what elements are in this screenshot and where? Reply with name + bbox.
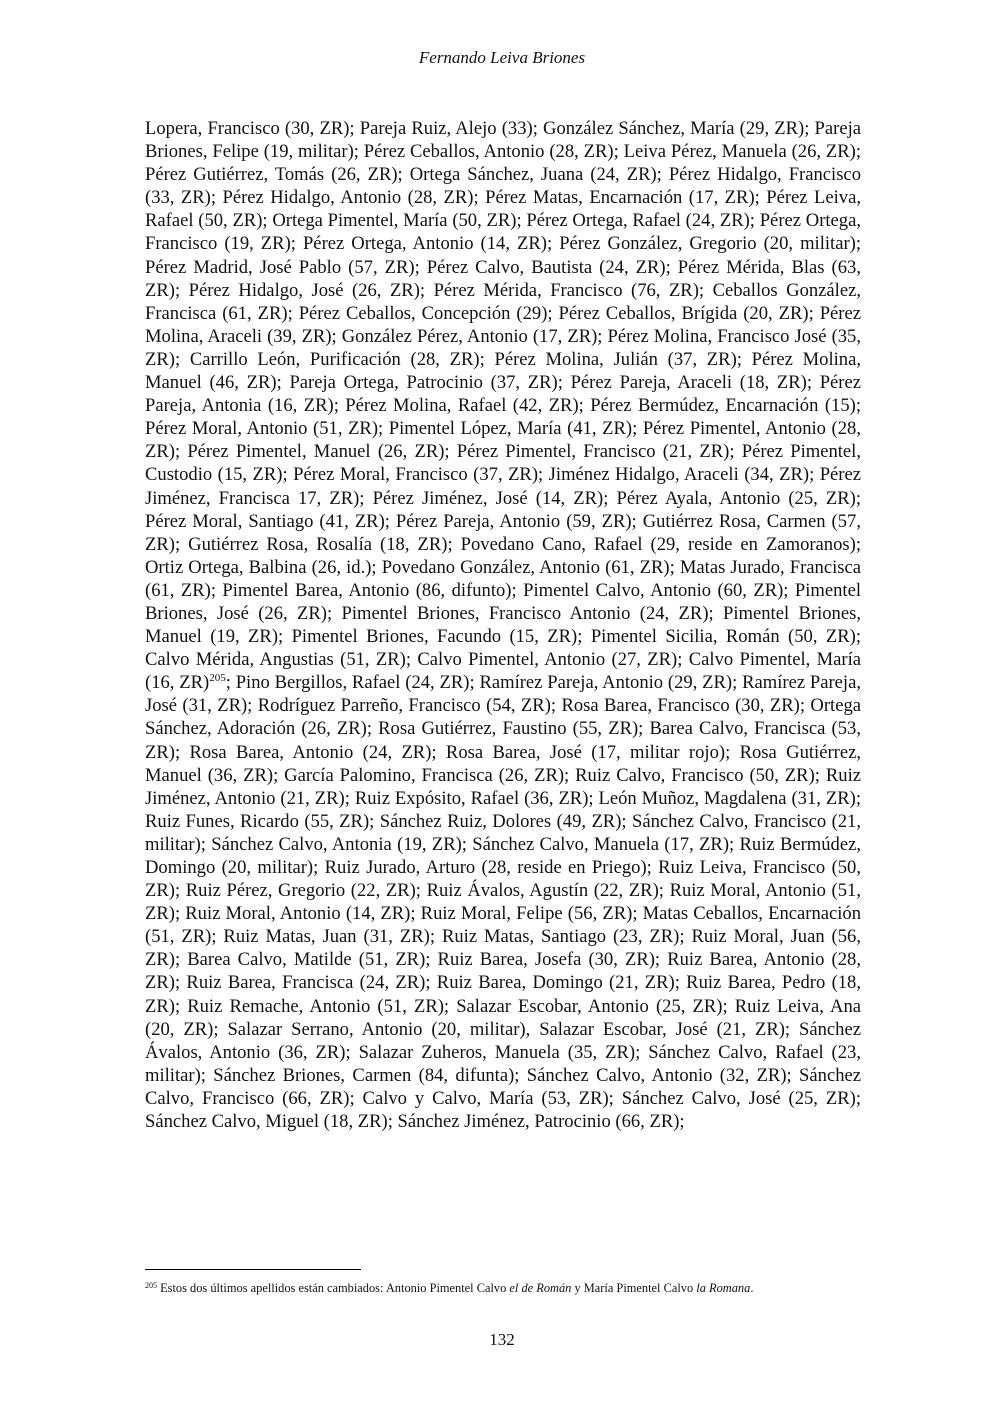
running-header: Fernando Leiva Briones	[418, 48, 586, 67]
body-text-before-note: Lopera, Francisco (30, ZR); Pareja Ruiz, Alejo (33); González Sánchez, María (29, ZR); Pareja Briones, Felipe (19, militar); Pérez Ceballos, Antonio (28, ZR); Leiva Pérez, Manuela (26, ZR); Pérez Gutiérrez, Tomás (26, ZR); Ortega Sánchez, Juana (24, ZR); Pérez Hidalgo, Francisco (33, ZR); Pérez Hidalgo, Antonio (28, ZR); Pérez Matas, Encarnación (17, ZR); Pérez Leiva, Rafael (50, ZR); Ortega Pimentel, María (50, ZR); Pérez Ortega, Rafael (24, ZR); Pérez Ortega, Francisco (19, ZR); Pérez Ortega, Antonio (14, ZR); Pérez González, Gregorio (20, militar); Pérez Madrid, José Pablo (57, ZR); Pérez Calvo, Bautista (24, ZR); Pérez Mérida, Blas (63, ZR); Pérez Hidalgo, José (26, ZR); Pérez Mérida, Francisco (76, ZR); Ceballos González, Francisca (61, ZR); Pérez Ceballos, Concepción (29); Pérez Ceballos, Brígida (20, ZR); Pérez Molina, Araceli (39, ZR); González Pérez, Antonio (17, ZR); Pérez Molina, Francisco José (35, ZR); Carrillo León, Purificación (28, ZR); Pérez Molina, Julián (37, ZR); Pérez Molina, Manuel (46, ZR); Pareja Ortega, Patrocinio (37, ZR); Pérez Pareja, Araceli (18, ZR); Pérez Pareja, Antonia (16, ZR); Pérez Molina, Rafael (42, ZR); Pérez Bermúdez, Encarnación (15); Pérez Moral, Antonio (51, ZR); Pimentel López, María (41, ZR); Pérez Pimentel, Antonio (28, ZR); Pérez Pimentel, Manuel (26, ZR); Pérez Pimentel, Francisco (21, ZR); Pérez Pimentel, Custodio (15, ZR); Pérez Moral, Francisco (37, ZR); Jiménez Hidalgo, Araceli (34, ZR); Pérez Jiménez, Francisca 17, ZR); Pérez Jiménez, José (14, ZR); Pérez Ayala, Antonio (25, ZR); Pérez Moral, Santiago (41, ZR); Pérez Pareja, Antonio (59, ZR); Gutiérrez Rosa, Carmen (57, ZR); Gutiérrez Rosa, Rosalía (18, ZR); Povedano Cano, Rafael (29, reside en Zamoranos); Ortiz Ortega, Balbina (26, id.); Povedano González, Antonio (61, ZR); Matas Jurado, Francisca (61, ZR); Pimentel Barea, Antonio (86, difunto); Pimentel Calvo, Antonio (60, ZR); Pimentel Briones, José (26, ZR); Pimentel Briones, Francisco Antonio (24, ZR); Pimentel Briones, Manuel (19, ZR); Pimentel Briones, Facundo (15, ZR); Pimentel Sicilia, Román (50, ZR); Calvo Mérida, Angustias (51, ZR); Calvo Pimentel, Antonio (27, ZR); Calvo Pimentel, María (16, ZR)	[145, 118, 861, 694]
footnote-reference[interactable]: 205	[209, 672, 226, 685]
footnote-italic-nickname-1: el de Román	[509, 1281, 572, 1295]
footnote	[145, 1280, 861, 1296]
footnote-rule	[145, 1269, 361, 1270]
body-text-after-note: ; Pino Bergillos, Rafael (24, ZR); Ramírez Pareja, Antonio (29, ZR); Ramírez Pareja, José (31, ZR); Rodríguez Parreño, Francisco (54, ZR); Rosa Barea, Francisco (30, ZR); Ortega Sánchez, Adoración (26, ZR); Rosa Gutiérrez, Faustino (55, ZR); Barea Calvo, Francisca (53, ZR); Rosa Barea, Antonio (24, ZR); Rosa Barea, José (17, militar rojo); Rosa Gutiérrez, Manuel (36, ZR); García Palomino, Francisca (26, ZR); Ruiz Calvo, Francisco (50, ZR); Ruiz Jiménez, Antonio (21, ZR); Ruiz Expósito, Rafael (36, ZR); León Muñoz, Magdalena (31, ZR); Ruiz Funes, Ricardo (55, ZR); Sánchez Ruiz, Dolores (49, ZR); Sánchez Calvo, Francisco (21, militar); Sánchez Calvo, Antonia (19, ZR); Sánchez Calvo, Manuela (17, ZR); Ruiz Bermúdez, Domingo (20, militar); Ruiz Jurado, Arturo (28, reside en Priego); Ruiz Leiva, Francisco (50, ZR); Ruiz Pérez, Gregorio (22, ZR); Ruiz Ávalos, Agustín (22, ZR); Ruiz Moral, Antonio (51, ZR); Ruiz Moral, Antonio (14, ZR); Ruiz Moral, Felipe (56, ZR); Matas Ceballos, Encarnación (51, ZR); Ruiz Matas, Juan (31, ZR); Ruiz Matas, Santiago (23, ZR); Ruiz Moral, Juan (56, ZR); Barea Calvo, Matilde (51, ZR); Ruiz Barea, Josefa (30, ZR); Ruiz Barea, Antonio (28, ZR); Ruiz Barea, Francisca (24, ZR); Ruiz Barea, Domingo (21, ZR); Ruiz Barea, Pedro (18, ZR); Ruiz Remache, Antonio (51, ZR); Salazar Escobar, Antonio (25, ZR); Ruiz Leiva, Ana (20, ZR); Salazar Serrano, Antonio (20, militar), Salazar Escobar, José (21, ZR); Sánchez Ávalos, Antonio (36, ZR); Salazar Zuheros, Manuela (35, ZR); Sánchez Calvo, Rafael (23, militar); Sánchez Briones, Carmen (84, difunta); Sánchez Calvo, Antonio (32, ZR); Sánchez Calvo, Francisco (66, ZR); Calvo y Calvo, María (53, ZR); Sánchez Calvo, José (25, ZR); Sánchez Calvo, Miguel (18, ZR); Sánchez Jiménez, Patrocinio (66, ZR);	[145, 672, 862, 1133]
footnote-text-end: .	[750, 1281, 754, 1295]
page-number: 132	[489, 1330, 515, 1349]
footnote-text-start: Estos dos últimos apellidos están cambiados: Antonio Pimentel Calvo	[157, 1281, 510, 1295]
footnote-number: 205	[145, 1281, 157, 1290]
footnote-text-middle: y María Pimentel Calvo	[571, 1281, 697, 1295]
footnote-italic-nickname-2: la Romana	[696, 1281, 751, 1295]
body-paragraph	[145, 117, 861, 1133]
